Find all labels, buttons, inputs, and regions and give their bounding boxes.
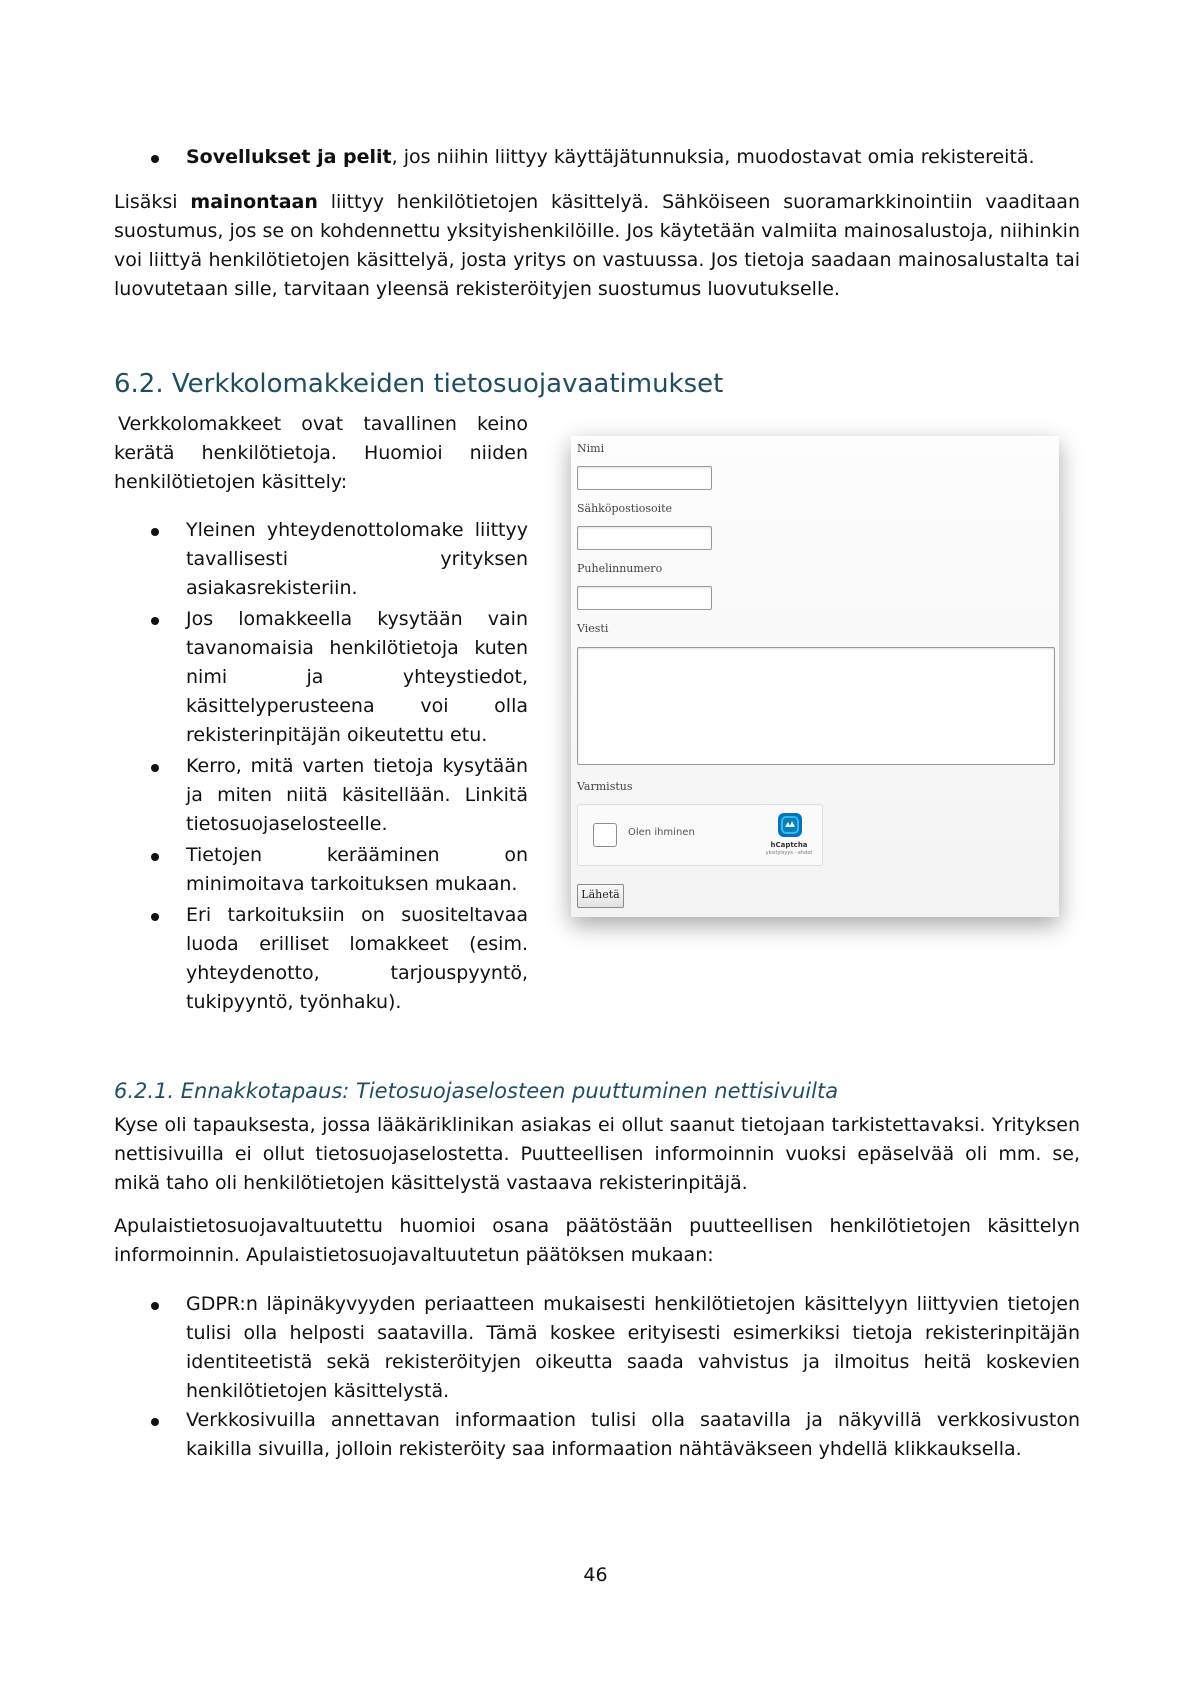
list-item [186, 901, 528, 1017]
name-label: Nimi [577, 442, 605, 455]
ads-paragraph-body: liittyy henkilötietojen käsittelyä. Sähköiseen suoramarkkinointiin vaaditaan suostumus, jos se on kohdennettu yksityishenkilöille. Jos käytetään valmiita mainosalustoja, niihinkin voi liittyä henkilötietojen käsittelyä, josta yritys on vastuussa. Jos tietoja saadaan mainosalustalta tai luovutetaan sille, tarvitaan yleensä rekisteröityjen suostumus luovutukselle. [114, 191, 1080, 300]
captcha-brand: hCaptcha [770, 841, 808, 849]
list-item [186, 841, 528, 899]
message-label: Viesti [577, 622, 609, 635]
list-item [186, 1290, 1080, 1406]
bullet-icon [151, 1418, 159, 1426]
bullet-icon [151, 617, 159, 625]
list-item-text: Tietojen kerääminen on minimoitava tarkoituksen mukaan. [186, 844, 528, 895]
message-textarea [577, 647, 1055, 765]
case-paragraph: Kyse oli tapauksesta, jossa lääkäriklinikan asiakas ei ollut saanut tietojaan tarkistettavaksi. Yrityksen nettisivuilla ei ollut tietosuojaselostetta. Puutteellisen informoinnin vuoksi epäselvää oli mm. se, mikä taho oli henkilötietojen käsittelystä vastaava rekisterinpitäjä. [114, 1114, 1080, 1194]
phone-label: Puhelinnumero [577, 562, 663, 575]
list-item-text: Jos lomakkeella kysytään vain tavanomaisia henkilötietoja kuten nimi ja yhteystiedot, käsittelyperusteena voi olla rekisterinpitäjän oikeutettu etu. [186, 608, 528, 746]
captcha-sub: yksityisyys - ehdot [765, 850, 813, 856]
bullet-icon [151, 764, 159, 772]
list-item [186, 143, 1086, 172]
list-item-text: Eri tarkoituksiin on suositeltavaa luoda erilliset lomakkeet (esim. yhteydenotto, tarjouspyyntö, tukipyyntö, työnhaku). [186, 904, 528, 1013]
top-bullet-list [186, 143, 1086, 172]
email-field [577, 526, 712, 550]
list-item [186, 605, 528, 750]
phone-field [577, 586, 712, 610]
captcha-text: Olen ihminen [628, 827, 695, 838]
ads-paragraph [114, 188, 1080, 304]
bullet-bold-term: Sovellukset ja pelit [186, 146, 392, 168]
email-label: Sähköpostiosoite [577, 502, 673, 515]
list-item-text: Yleinen yhteydenottolomake liittyy tavallisesti yrityksen asiakasrekisteriin. [186, 519, 528, 599]
list-item [186, 1406, 1080, 1464]
bullet-icon [151, 853, 159, 861]
list-item-text: Verkkosivuilla annettavan informaation tulisi olla saatavilla ja näkyvillä verkkosivuston kaikilla sivuilla, jolloin rekisteröity saa informaation nähtäväkseen yhdellä klikkauksella. [186, 1409, 1080, 1460]
decision-paragraph: Apulaistietosuojavaltuutettu huomioi osana päätöstään puutteellisen henkilötietojen käsittelyn informoinnin. Apulaistietosuojavaltuutetun päätöksen mukaan: [114, 1215, 1080, 1266]
subsection-heading: 6.2.1. Ennakkotapaus: Tietosuojaselosteen puuttuminen nettisivuilta [114, 1079, 839, 1103]
bullet-icon [151, 528, 159, 536]
section-intro: Verkkolomakkeet ovat tavallinen keino kerätä henkilötietoja. Huomioi niiden henkilötietojen käsittely: [114, 413, 528, 493]
list-item [186, 516, 528, 603]
decision-list [186, 1290, 1080, 1464]
list-item-text: Kerro, mitä varten tietoja kysytään ja miten niitä käsitellään. Linkitä tietosuojaselosteelle. [186, 755, 528, 835]
ads-paragraph-lead: Lisäksi [114, 191, 191, 213]
bullet-icon [151, 155, 159, 163]
verify-label: Varmistus [577, 780, 633, 793]
list-item-text: GDPR:n läpinäkyvyyden periaatteen mukaisesti henkilötietojen käsittelyyn liittyvien tietojen tulisi olla helposti saatavilla. Tämä koskee erityisesti esimerkiksi tietoja rekisterinpitäjän identiteetistä sekä rekisteröityjen oikeutta saada vahvistus ja ilmoitus heitä koskevien henkilötietojen käsittelystä. [186, 1293, 1080, 1402]
ads-bold-term: mainontaan [190, 191, 318, 213]
form-requirements-list [186, 516, 528, 1017]
submit-button: Lähetä [577, 884, 624, 908]
captcha-checkbox [593, 823, 617, 847]
captcha-widget [577, 804, 823, 866]
name-field [577, 466, 712, 490]
section-heading: 6.2. Verkkolomakkeiden tietosuojavaatimukset [114, 369, 724, 399]
list-item [186, 752, 528, 839]
bullet-icon [151, 1302, 159, 1310]
hcaptcha-logo-icon [776, 811, 804, 839]
bullet-icon [151, 913, 159, 921]
bullet-text: , jos niihin liittyy käyttäjätunnuksia, muodostavat omia rekistereitä. [391, 146, 1035, 168]
contact-form-screenshot [571, 436, 1059, 917]
page-number: 46 [583, 1564, 608, 1586]
